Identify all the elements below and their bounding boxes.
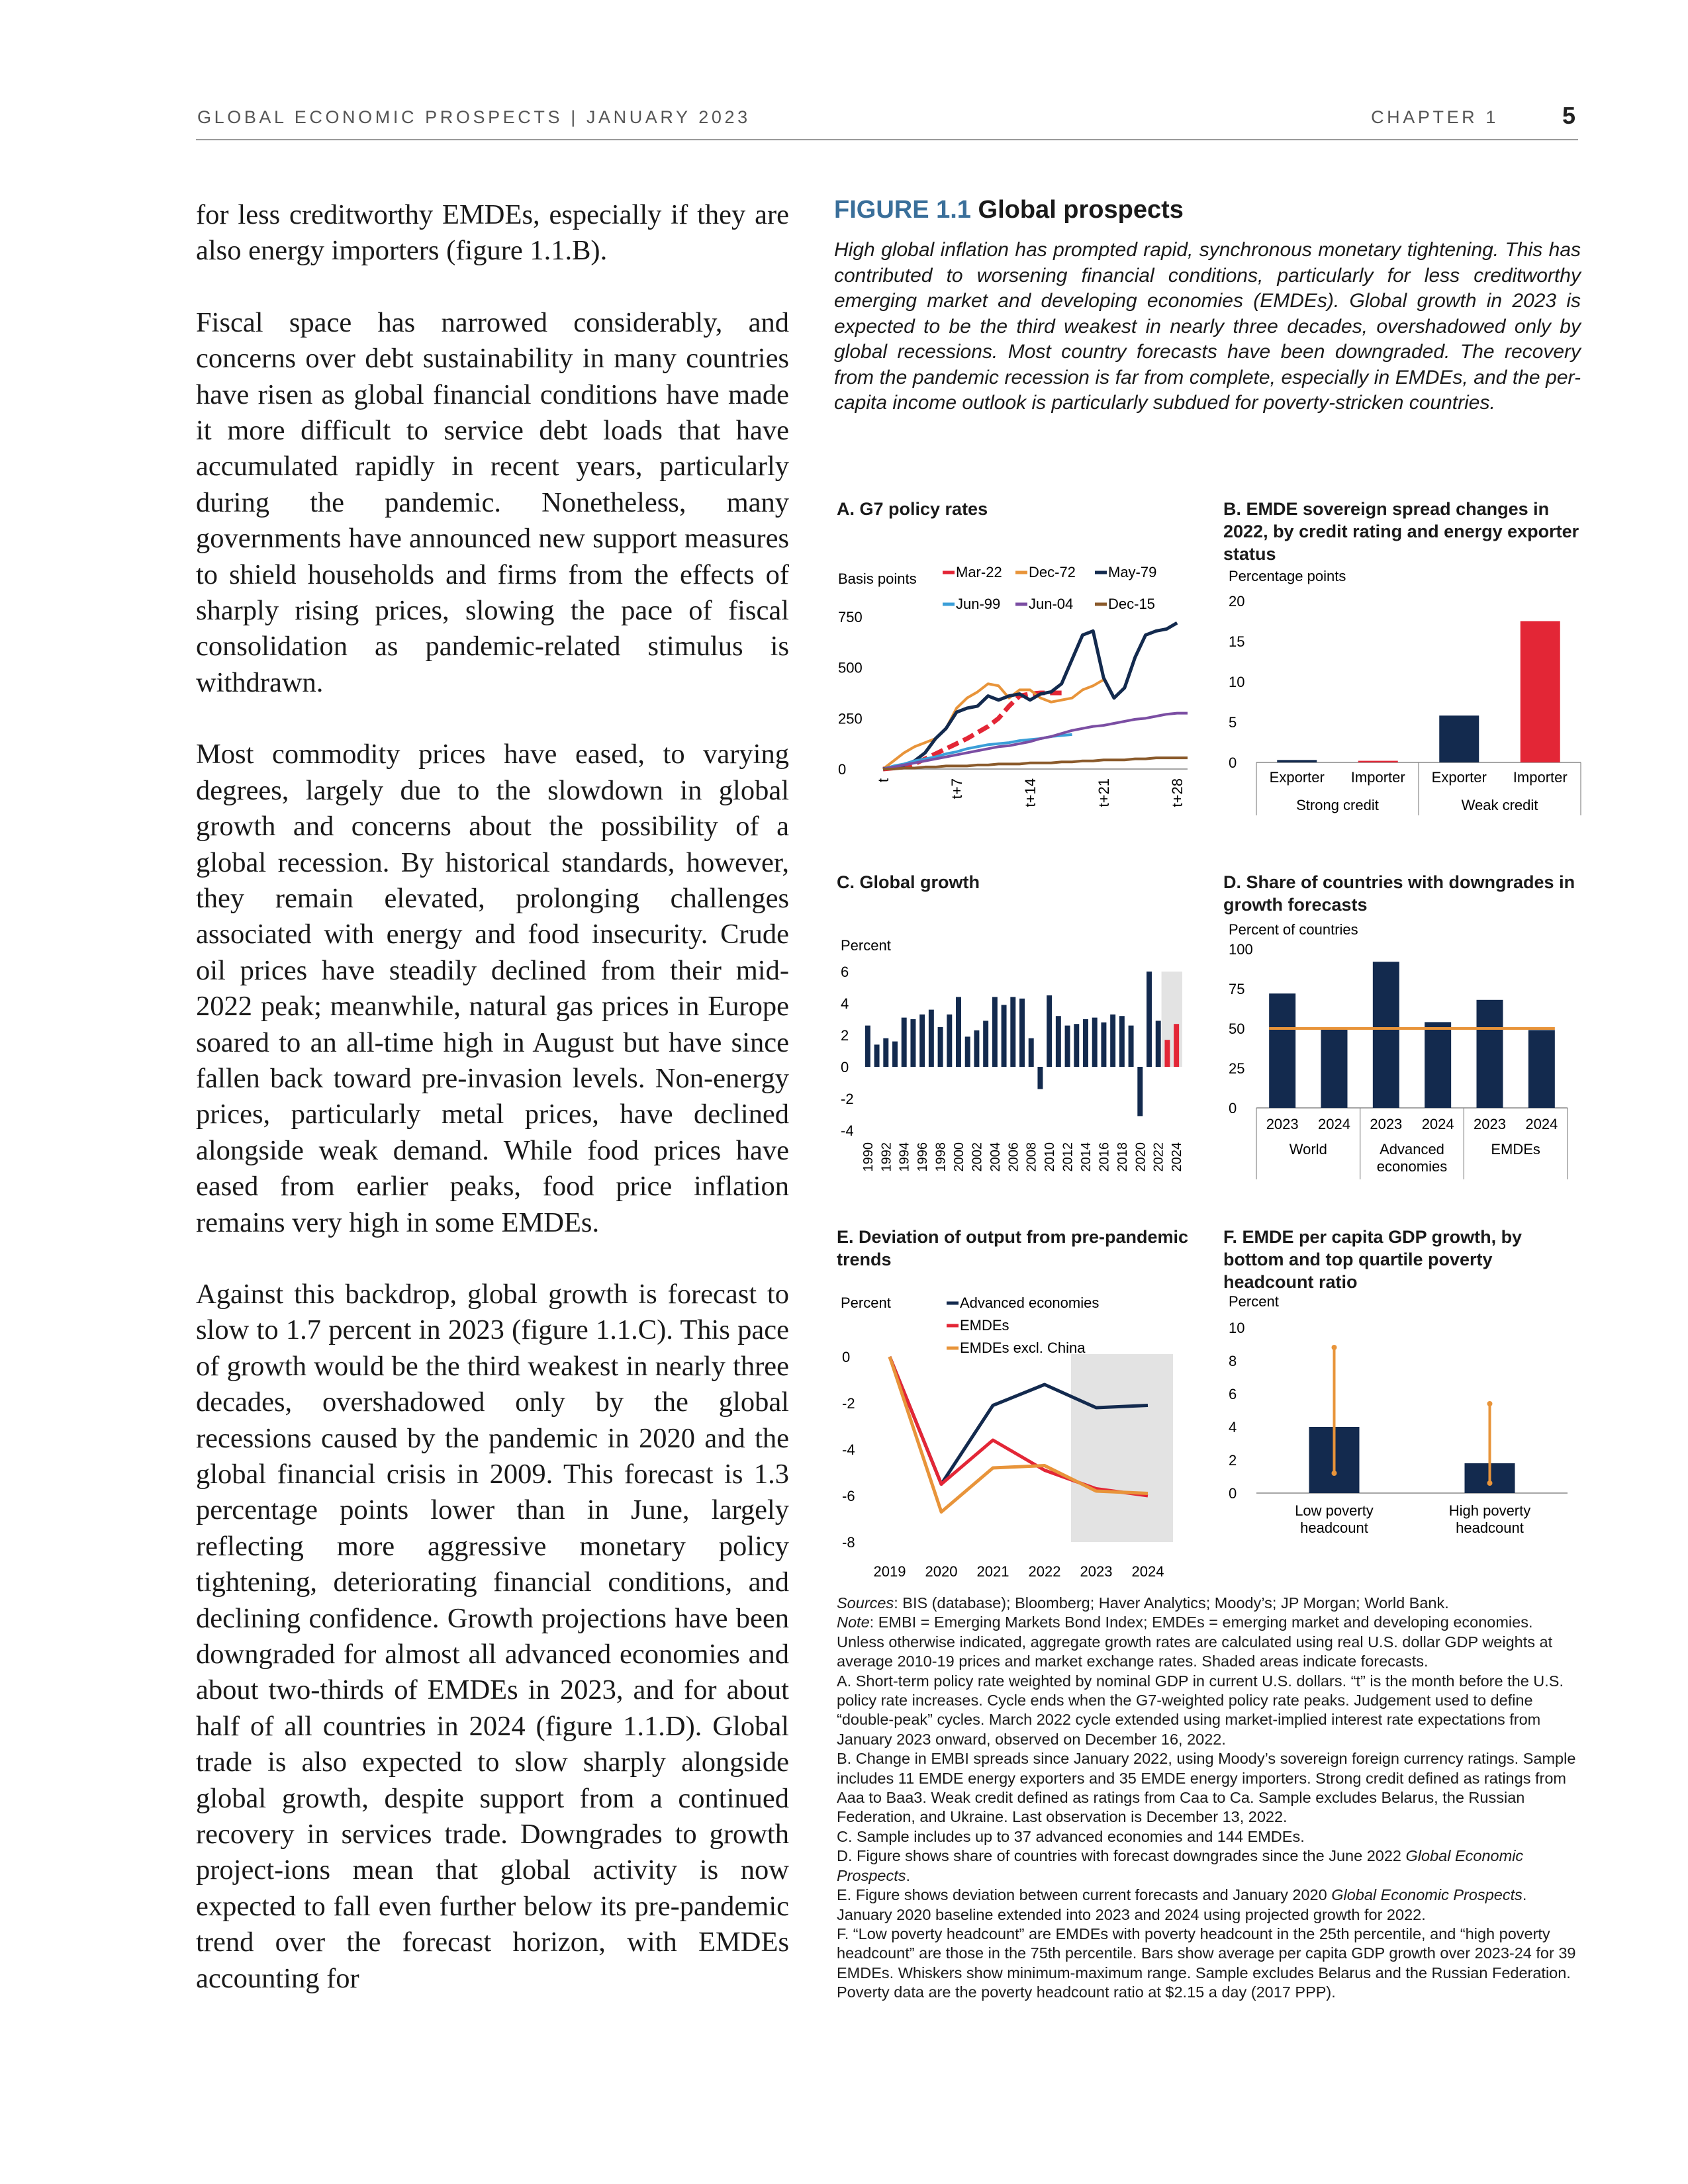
legend-label: EMDEs excl. China <box>960 1340 1086 1356</box>
y-tick-label: 4 <box>1229 1419 1237 1435</box>
series-line <box>883 693 1062 769</box>
figure-1-1 <box>834 196 1581 416</box>
whisker-cap <box>1332 1345 1337 1350</box>
whisker-cap <box>1487 1480 1493 1486</box>
x-tick-label: 2002 <box>970 1142 985 1172</box>
y-tick-label: 4 <box>841 995 849 1012</box>
note-c: C. Sample includes up to 37 advanced economies and 144 EMDEs. <box>837 1827 1305 1845</box>
y-tick-label: 6 <box>841 964 849 980</box>
panel-f <box>1223 1226 1581 1570</box>
paragraph: Against this backdrop, global growth is forecast to slow to 1.7 percent in 2023 (figure 1.1.C). This pace of growth would be the third weakest in nearly three decades, overshadowed only by the global recessions caused by the pandemic in 2020 and the global financial crisis in 2009. This forecast is 1.3 percentage points lower than in June, largely reflecting more aggressive monetary policy tightening, deteriorating financial conditions, and declining confidence. Growth projections have been downgraded for almost all advanced economies and about two-thirds of EMDEs in 2023, and for about half of all countries in 2024 (figure 1.1.D). Global trade is also expected to slow sharply alongside global growth, despite support from a continued recovery in services trade. Downgrades to growth project-ions mean that global activity is now expected to fall even further below its pre-pandemic trend over the forecast horizon, with EMDEs accounting for <box>196 1278 789 1994</box>
forecast-shade <box>1071 1354 1173 1542</box>
y-tick-label: -4 <box>841 1122 854 1139</box>
panel-d <box>1223 871 1581 1215</box>
y-axis-label: Basis points <box>838 570 917 587</box>
panel-c <box>837 871 1194 1215</box>
x-tick-label: 2010 <box>1043 1142 1058 1172</box>
bar <box>1047 995 1052 1067</box>
y-tick-label: 10 <box>1229 674 1245 690</box>
bar <box>1074 1024 1079 1067</box>
series-line <box>883 680 1103 769</box>
legend-label: EMDEs <box>960 1317 1009 1334</box>
bar <box>1528 1030 1555 1108</box>
bar <box>1065 1026 1070 1067</box>
figure-title-text: Global prospects <box>978 196 1184 224</box>
y-tick-label: -4 <box>842 1441 855 1458</box>
note-e-italic: Global Economic Prospects <box>1331 1886 1523 1904</box>
note-b: B. Change in EMBI spreads since January 2022, using Moody’s sovereign foreign currency ratings. Sample includes 11 EMDE energy exporters and 35 EMDE energy importers. Strong credit defined as ratings from Aaa to Baa3. Weak credit defined as ratings from Caa to Ca. Sample excludes Belarus, the Russian Federation, and Ukraine. Last observation is December 13, 2022. <box>837 1750 1576 1826</box>
x-tick-label: 2016 <box>1097 1142 1112 1172</box>
general-note <box>837 1613 1581 1671</box>
panel-b-title: B. EMDE sovereign spread changes in 2022, by credit rating and energy exporter status <box>1223 499 1579 564</box>
y-tick-label: 250 <box>838 710 863 727</box>
y-axis-label: Percent <box>841 937 891 954</box>
y-axis-label: Percent of countries <box>1229 921 1358 938</box>
note-e-end: . January 2020 baseline extended into 2023 and 2024 using projected growth for 2022. <box>837 1886 1527 1923</box>
legend-label: Advanced economies <box>960 1295 1100 1311</box>
figure-subtitle: High global inflation has prompted rapid, synchronous monetary tightening. This has contributed to worsening financial conditions, particularly for less creditworthy emerging market and developing economies (EMDEs). Global growth in 2023 is expected to be the third weakest in nearly three decades, overshadowed only by global recessions. Most country forecasts have been downgraded. The recovery from the pandemic recession is far from complete, especially in EMDEs, and the per-capita income outlook is particularly subdued for poverty-stricken countries. <box>834 239 1581 414</box>
y-tick-label: 50 <box>1229 1021 1245 1037</box>
y-tick-label: 0 <box>1229 1485 1237 1502</box>
y-tick-label: 75 <box>1229 981 1245 997</box>
x-tick-label: 2024 <box>1170 1142 1185 1172</box>
panel-f-title: F. EMDE per capita GDP growth, by bottom and top quartile poverty headcount ratio <box>1223 1227 1523 1292</box>
panel-b <box>1223 498 1581 842</box>
x-tick-label: t+14 <box>1022 778 1039 807</box>
y-tick-label: 750 <box>838 609 863 625</box>
x-tick-label: 2024 <box>1525 1116 1558 1132</box>
group-label: Weak credit <box>1461 797 1538 813</box>
x-tick-label: 2006 <box>1006 1142 1021 1172</box>
note-text: : EMBI = Emerging Markets Bond Index; EMDEs = emerging market and developing economies. Unless otherwise indicated, aggregate growth rates are calculated using real U.S. dollar GDP weights at average 2010-19 prices and market exchange rates. Shaded areas indicate forecasts. <box>837 1614 1553 1670</box>
x-tick-label: 1990 <box>861 1142 876 1172</box>
note-a: A. Short-term policy rate weighted by nominal GDP in current U.S. dollars. “t” is the month before the U.S. policy rate increases. Cycle ends when the G7-weighted policy rate peaks. Judgement used to define “double-peak” cycles. March 2022 cycle extended using market-implied interest rate expectations from January 2023 onward, observed on December 16, 2022. <box>837 1672 1564 1748</box>
panel-e <box>837 1226 1194 1580</box>
group-label: World <box>1289 1141 1327 1158</box>
group-label: EMDEs <box>1491 1141 1540 1158</box>
bar <box>1477 1000 1503 1108</box>
bar <box>919 1015 925 1067</box>
figure-notes <box>837 1594 1581 2003</box>
bar <box>883 1038 888 1067</box>
y-tick-label: -6 <box>842 1488 855 1504</box>
bar <box>902 1018 907 1067</box>
x-tick-label: 2008 <box>1024 1142 1039 1172</box>
x-tick-label: 2019 <box>873 1563 906 1580</box>
group-label: Strong credit <box>1296 797 1379 813</box>
legend-label: Jun-04 <box>1029 596 1074 612</box>
y-tick-label: 0 <box>841 1059 849 1075</box>
x-tick-label: 2023 <box>1266 1116 1299 1132</box>
x-tick-label: 1998 <box>933 1142 949 1172</box>
panel-a <box>837 498 1194 842</box>
x-tick-label: 2021 <box>976 1563 1009 1580</box>
whisker-cap <box>1487 1401 1493 1406</box>
y-tick-label: 0 <box>842 1349 851 1365</box>
x-tick-label: Exporter <box>1269 769 1325 786</box>
x-tick-label: 2000 <box>952 1142 966 1172</box>
bar <box>1521 621 1560 763</box>
bar <box>1029 1038 1034 1067</box>
bar <box>1129 1026 1134 1067</box>
bar <box>965 1036 970 1067</box>
y-tick-label: 8 <box>1229 1353 1237 1369</box>
note-label: Note <box>837 1614 870 1631</box>
x-tick-label: 2012 <box>1060 1142 1076 1172</box>
bar <box>1174 1024 1179 1067</box>
x-tick-label: t <box>875 778 892 783</box>
bar <box>1358 761 1398 762</box>
y-tick-label: -8 <box>842 1534 855 1551</box>
x-tick-label: 2024 <box>1421 1116 1454 1132</box>
y-tick-label: 15 <box>1229 633 1245 650</box>
legend-label: Dec-15 <box>1108 596 1155 612</box>
y-axis-label: Percent <box>1229 1293 1279 1310</box>
bar <box>1083 1019 1088 1067</box>
panel-c-chart <box>837 924 1194 1202</box>
bar <box>892 1042 898 1067</box>
x-tick-label: Importer <box>1513 769 1568 786</box>
note-d-italic: Global Economic Prospects <box>837 1847 1524 1884</box>
bar <box>974 1030 979 1067</box>
x-tick-label: 1992 <box>879 1142 894 1172</box>
note-f: F. “Low poverty headcount” are EMDEs with poverty headcount in the 25th percentile, and “high poverty headcount” are those in the 75th percentile. Bars show average per capita GDP growth over 2023-24 for 39 EMDEs. Whiskers show minimum-maximum range. Sample excludes Belarus and the Russian Federation. Poverty data are the poverty headcount ratio at $2.15 a day (2017 PPP). <box>837 1925 1576 2001</box>
note-d <box>837 1846 1581 1886</box>
bar <box>938 1027 943 1067</box>
y-tick-label: -2 <box>842 1395 855 1412</box>
bar <box>865 1026 870 1067</box>
note-e <box>837 1886 1581 1925</box>
bar <box>1147 972 1152 1067</box>
bar <box>929 1010 934 1067</box>
note-d-text: D. Figure shows share of countries with forecast downgrades since the June 2022 <box>837 1847 1406 1865</box>
bar <box>1373 962 1399 1108</box>
bar <box>992 997 998 1067</box>
paragraph: Fiscal space has narrowed considerably, and concerns over debt sustainability in many countries have risen as global financial conditions have made it more difficult to service debt loads that have accumulated rapidly in recent years, particularly during the pandemic. Nonetheless, many governments have announced new support measures to shield households and firms from the effects of sharply rising prices, slowing the pace of fiscal consolidation as pandemic-related stimulus is withdrawn. <box>196 306 789 698</box>
y-tick-label: 500 <box>838 659 863 676</box>
group-label: Advanced <box>1380 1141 1444 1158</box>
bar <box>1092 1018 1098 1067</box>
series-line <box>883 623 1177 769</box>
panel-e-title: E. Deviation of output from pre-pandemic trends <box>837 1227 1189 1269</box>
x-tick-label: 2022 <box>1028 1563 1061 1580</box>
whisker-cap <box>1332 1471 1337 1476</box>
x-tick-label: headcount <box>1300 1520 1368 1536</box>
legend-label: May-79 <box>1108 564 1157 580</box>
y-tick-label: 20 <box>1229 593 1245 610</box>
x-tick-label: High poverty <box>1448 1502 1531 1519</box>
panel-d-title: D. Share of countries with downgrades in growth forecasts <box>1223 872 1575 915</box>
figure-number: FIGURE 1.1 <box>834 196 971 224</box>
bar <box>1037 1067 1043 1089</box>
legend-label: Mar-22 <box>956 564 1002 580</box>
x-tick-label: t+21 <box>1096 778 1113 807</box>
bar <box>1156 1021 1161 1067</box>
x-tick-label: Exporter <box>1431 769 1487 786</box>
panel-b-chart <box>1223 568 1581 823</box>
y-tick-label: 25 <box>1229 1060 1245 1077</box>
bar <box>1277 760 1317 762</box>
y-axis-label: Percentage points <box>1229 568 1346 584</box>
x-tick-label: 1994 <box>897 1142 912 1172</box>
x-tick-label: 2023 <box>1080 1563 1113 1580</box>
y-tick-label: 0 <box>838 761 847 778</box>
x-tick-label: 2024 <box>1131 1563 1164 1580</box>
panel-e-chart <box>837 1292 1194 1580</box>
x-tick-label: 2018 <box>1115 1142 1130 1172</box>
bar <box>1056 1016 1061 1067</box>
x-tick-label: 2014 <box>1079 1142 1094 1172</box>
panel-d-chart <box>1223 921 1581 1189</box>
chapter-label: CHAPTER 1 <box>1371 107 1499 127</box>
panel-c-title: C. Global growth <box>837 872 980 892</box>
y-tick-label: 6 <box>1229 1386 1237 1402</box>
x-tick-label: headcount <box>1456 1520 1524 1536</box>
bar <box>874 1044 880 1067</box>
x-tick-label: t+7 <box>949 778 966 799</box>
y-tick-label: 2 <box>1229 1452 1237 1469</box>
legend-label: Dec-72 <box>1029 564 1076 580</box>
bar <box>1269 993 1295 1108</box>
bar <box>1110 1015 1115 1067</box>
paragraph: for less creditworthy EMDEs, especially if they are also energy importers (figure 1.1.B). <box>196 199 789 267</box>
bar <box>1019 999 1025 1067</box>
y-tick-label: 0 <box>1229 1100 1237 1116</box>
bar <box>947 1015 952 1067</box>
body-text-column <box>196 197 789 1997</box>
figure-title <box>834 196 1581 224</box>
x-tick-label: 2020 <box>1133 1142 1149 1172</box>
panel-f-chart <box>1223 1293 1581 1566</box>
y-axis-label: Percent <box>841 1295 891 1311</box>
x-tick-label: Importer <box>1350 769 1405 786</box>
y-tick-label: -2 <box>841 1091 854 1107</box>
page-number: 5 <box>1562 102 1575 129</box>
publication-title: GLOBAL ECONOMIC PROSPECTS | JANUARY 2023 <box>197 107 751 127</box>
y-tick-label: 5 <box>1229 714 1237 731</box>
x-tick-label: 2022 <box>1151 1142 1166 1172</box>
bar <box>1119 1016 1125 1067</box>
bar <box>1137 1067 1143 1116</box>
bar <box>1425 1022 1451 1108</box>
note-d-end: . <box>906 1866 911 1884</box>
sources-text: : BIS (database); Bloomberg; Haver Analytics; Moody’s; JP Morgan; World Bank. <box>894 1594 1449 1612</box>
x-tick-label: 2023 <box>1370 1116 1403 1132</box>
x-tick-label: 2024 <box>1318 1116 1350 1132</box>
panel-a-title: A. G7 policy rates <box>837 499 988 519</box>
x-tick-label: 1996 <box>915 1142 931 1172</box>
x-tick-label: 2004 <box>988 1142 1003 1172</box>
note-e-text: E. Figure shows deviation between current forecasts and January 2020 <box>837 1886 1332 1904</box>
group-label: economies <box>1376 1158 1448 1175</box>
sources-note <box>837 1594 1581 1613</box>
y-tick-label: 100 <box>1229 941 1253 958</box>
x-tick-label: Low poverty <box>1295 1502 1374 1519</box>
paragraph: Most commodity prices have eased, to varying degrees, largely due to the slowdown in global growth and concerns about the possibility of a global recession. By historical standards, however, they remain elevated, prolonging challenges associated with energy and food insecurity. Crude oil prices have steadily declined from their mid-2022 peak; meanwhile, natural gas prices in Europe soared to an all-time high in August but have since fallen back toward pre-invasion levels. Non-energy prices, particularly metal prices, have declined alongside weak demand. While food prices have eased from earlier peaks, food price inflation remains very high in some EMDEs. <box>196 739 789 1238</box>
panel-a-chart <box>837 564 1194 875</box>
x-tick-label: 2023 <box>1474 1116 1506 1132</box>
bar <box>1321 1028 1348 1108</box>
bar <box>910 1019 915 1067</box>
bar <box>1002 1005 1007 1067</box>
x-tick-label: 2020 <box>925 1563 958 1580</box>
bar <box>983 1021 988 1067</box>
y-tick-label: 10 <box>1229 1320 1245 1336</box>
bar <box>1164 1040 1170 1067</box>
y-tick-label: 0 <box>1229 754 1237 771</box>
forecast-shade <box>1162 972 1182 1067</box>
bar <box>956 997 961 1067</box>
y-tick-label: 2 <box>841 1027 849 1044</box>
x-tick-label: t+28 <box>1169 778 1186 807</box>
bar <box>1101 1023 1106 1067</box>
bar <box>1010 997 1015 1067</box>
sources-label: Sources <box>837 1594 894 1612</box>
page-header <box>196 102 1578 140</box>
bar <box>1439 715 1479 762</box>
legend-label: Jun-99 <box>956 596 1001 612</box>
